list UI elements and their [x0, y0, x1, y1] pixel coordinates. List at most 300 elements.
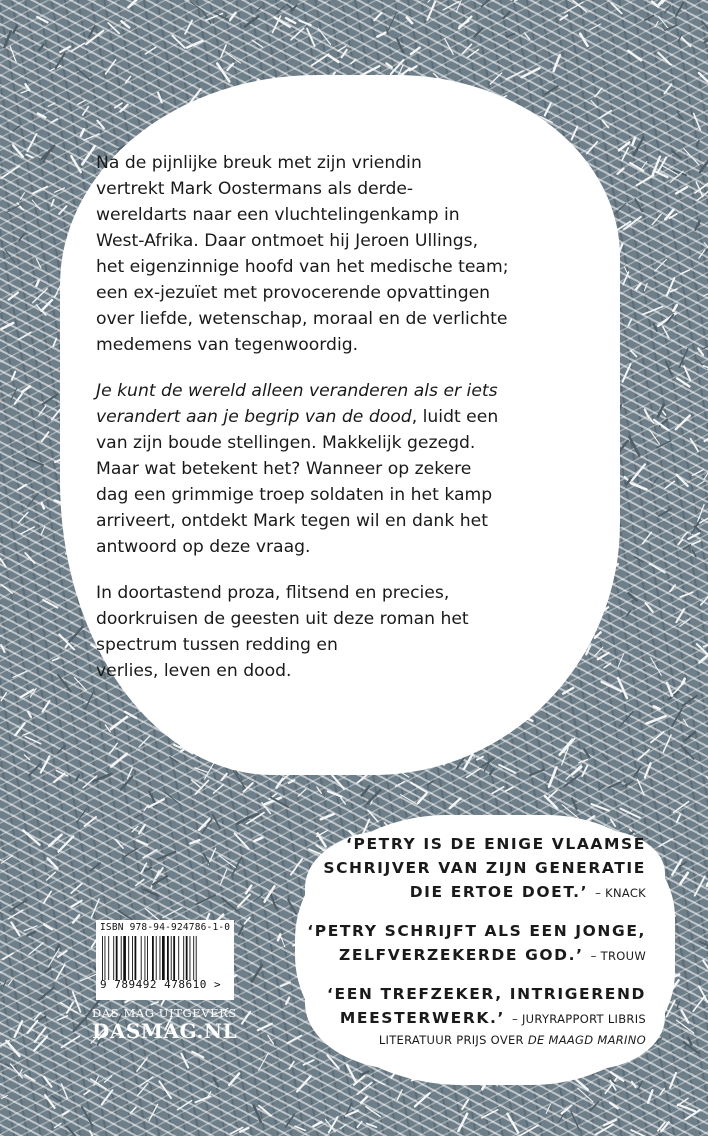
- texture-stroke: [652, 214, 661, 225]
- texture-stroke: [676, 187, 687, 193]
- texture-stroke: [549, 767, 556, 786]
- texture-stroke: [397, 1090, 402, 1100]
- texture-stroke: [678, 1105, 695, 1112]
- texture-stroke: [700, 516, 708, 523]
- texture-stroke: [28, 712, 31, 717]
- texture-stroke: [53, 339, 56, 347]
- texture-stroke: [259, 1106, 271, 1116]
- texture-stroke: [545, 103, 551, 115]
- barcode: [96, 920, 234, 1000]
- texture-stroke: [676, 609, 684, 622]
- barcode-bar: [162, 936, 165, 980]
- texture-stroke: [638, 1081, 643, 1089]
- texture-stroke: [128, 0, 142, 7]
- texture-stroke: [374, 13, 381, 20]
- texture-stroke: [21, 527, 34, 534]
- texture-stroke: [482, 0, 495, 7]
- texture-stroke: [220, 869, 227, 884]
- texture-stroke: [604, 1120, 616, 1126]
- review-quote-knack: [306, 832, 646, 905]
- texture-stroke: [289, 1062, 294, 1069]
- texture-stroke: [52, 410, 60, 420]
- texture-stroke: [682, 1010, 689, 1022]
- texture-stroke: [121, 21, 129, 27]
- texture-stroke: [357, 1083, 371, 1095]
- blurb-paragraph-3: [96, 580, 556, 684]
- blurb-line: medemens van tegenwoordig.: [96, 335, 359, 355]
- publisher-logo: [92, 1006, 237, 1042]
- texture-stroke: [645, 16, 653, 20]
- texture-stroke: [15, 723, 24, 735]
- texture-stroke: [136, 880, 144, 886]
- quote-line-text: MEESTERWERK.’: [339, 1009, 505, 1027]
- texture-stroke: [192, 1052, 203, 1058]
- texture-stroke: [177, 1101, 191, 1110]
- texture-stroke: [213, 815, 220, 828]
- texture-stroke: [48, 103, 55, 106]
- texture-stroke: [638, 750, 649, 760]
- texture-stroke: [102, 1090, 113, 1104]
- texture-stroke: [407, 17, 412, 23]
- texture-stroke: [32, 200, 40, 210]
- texture-stroke: [672, 860, 681, 875]
- texture-stroke: [699, 250, 705, 258]
- texture-stroke: [10, 1064, 22, 1078]
- texture-stroke: [121, 777, 133, 790]
- texture-stroke: [684, 149, 699, 165]
- texture-stroke: [697, 481, 705, 486]
- texture-stroke: [276, 6, 285, 14]
- texture-stroke: [5, 31, 11, 47]
- texture-stroke: [39, 988, 54, 1000]
- texture-stroke: [1, 166, 19, 178]
- texture-stroke: [39, 45, 44, 51]
- texture-stroke: [386, 63, 391, 67]
- texture-stroke: [490, 73, 502, 84]
- texture-stroke: [54, 188, 64, 192]
- texture-stroke: [36, 280, 39, 286]
- texture-stroke: [77, 809, 87, 823]
- texture-stroke: [595, 647, 603, 655]
- texture-stroke: [135, 814, 143, 818]
- texture-stroke: [83, 107, 89, 116]
- texture-stroke: [680, 592, 693, 597]
- texture-stroke: [234, 771, 246, 788]
- quote-line-text: ZELFVERZEKERDE GOD.’: [339, 946, 584, 964]
- texture-stroke: [23, 830, 39, 844]
- texture-stroke: [680, 619, 690, 627]
- texture-stroke: [42, 432, 49, 441]
- texture-stroke: [42, 146, 54, 159]
- texture-stroke: [633, 484, 647, 490]
- texture-stroke: [58, 836, 73, 851]
- texture-stroke: [18, 332, 31, 339]
- blurb-line: het eigenzinnige hoofd van het medische team;: [96, 257, 509, 277]
- texture-stroke: [57, 1016, 67, 1020]
- texture-stroke: [682, 533, 687, 538]
- texture-stroke: [13, 145, 23, 156]
- texture-stroke: [78, 70, 90, 81]
- texture-stroke: [25, 1075, 35, 1081]
- texture-stroke: [646, 603, 653, 612]
- quote-line: ‘PETRY IS DE ENIGE VLAAMSE: [346, 835, 646, 853]
- texture-stroke: [654, 706, 660, 709]
- texture-stroke: [35, 1013, 41, 1020]
- texture-stroke: [572, 799, 576, 810]
- texture-stroke: [11, 388, 17, 400]
- barcode-bar: [113, 936, 114, 980]
- texture-stroke: [222, 774, 227, 781]
- texture-stroke: [670, 585, 675, 591]
- texture-stroke: [59, 206, 66, 214]
- texture-stroke: [679, 349, 688, 367]
- texture-stroke: [9, 293, 18, 300]
- texture-stroke: [213, 1078, 218, 1087]
- texture-stroke: [592, 804, 609, 811]
- texture-stroke: [132, 826, 138, 832]
- texture-stroke: [467, 49, 478, 57]
- texture-stroke: [627, 611, 631, 616]
- texture-stroke: [374, 1080, 385, 1085]
- texture-stroke: [289, 780, 295, 783]
- texture-stroke: [48, 858, 58, 868]
- texture-stroke: [631, 1130, 648, 1136]
- texture-stroke: [75, 678, 87, 691]
- texture-stroke: [62, 1036, 80, 1047]
- texture-stroke: [37, 17, 47, 22]
- texture-stroke: [659, 509, 672, 516]
- texture-stroke: [137, 1058, 147, 1071]
- texture-stroke: [545, 796, 557, 808]
- texture-stroke: [67, 1127, 79, 1136]
- texture-stroke: [658, 53, 671, 65]
- blurb-line: [96, 378, 556, 404]
- texture-stroke: [97, 121, 104, 129]
- texture-stroke: [572, 767, 581, 774]
- texture-stroke: [595, 88, 602, 97]
- texture-stroke: [321, 814, 334, 819]
- texture-stroke: [42, 394, 57, 404]
- texture-stroke: [110, 743, 118, 753]
- texture-stroke: [298, 789, 306, 796]
- barcode-bar: [178, 936, 179, 980]
- quote-line: [306, 943, 646, 968]
- texture-stroke: [28, 493, 39, 506]
- texture-stroke: [490, 769, 494, 775]
- texture-stroke: [676, 416, 690, 430]
- texture-stroke: [7, 205, 20, 213]
- texture-stroke: [659, 17, 668, 28]
- texture-stroke: [677, 112, 683, 120]
- texture-stroke: [24, 755, 29, 760]
- texture-stroke: [47, 872, 56, 880]
- barcode-bar: [156, 936, 157, 980]
- texture-stroke: [608, 782, 621, 787]
- texture-stroke: [701, 591, 708, 605]
- texture-stroke: [12, 372, 15, 380]
- texture-stroke: [172, 36, 185, 48]
- texture-stroke: [397, 38, 403, 52]
- texture-stroke: [51, 200, 53, 206]
- texture-stroke: [246, 886, 251, 894]
- texture-stroke: [254, 1106, 261, 1122]
- texture-stroke: [670, 1073, 676, 1088]
- texture-stroke: [288, 900, 296, 914]
- texture-stroke: [286, 18, 295, 23]
- texture-stroke: [27, 458, 43, 465]
- texture-stroke: [387, 13, 396, 33]
- quote-line-text: DIE ERTOE DOET.’: [409, 883, 589, 901]
- texture-stroke: [677, 814, 681, 822]
- texture-stroke: [13, 671, 27, 677]
- quote-line: [306, 880, 646, 905]
- texture-stroke: [297, 1076, 311, 1091]
- texture-stroke: [663, 327, 669, 338]
- texture-stroke: [230, 13, 236, 20]
- texture-stroke: [681, 37, 690, 46]
- texture-stroke: [362, 786, 370, 795]
- texture-stroke: [313, 1122, 321, 1126]
- texture-stroke: [219, 855, 236, 867]
- texture-stroke: [378, 33, 386, 37]
- texture-stroke: [116, 840, 124, 849]
- texture-stroke: [699, 73, 708, 81]
- texture-stroke: [158, 852, 176, 860]
- texture-stroke: [271, 895, 276, 909]
- texture-stroke: [696, 141, 699, 147]
- texture-stroke: [361, 1071, 368, 1074]
- texture-stroke: [499, 765, 515, 773]
- texture-stroke: [663, 735, 671, 752]
- texture-stroke: [82, 1107, 93, 1126]
- texture-stroke: [691, 439, 699, 452]
- texture-stroke: [3, 953, 14, 959]
- texture-stroke: [151, 1002, 158, 1005]
- texture-stroke: [693, 470, 704, 476]
- texture-stroke: [525, 33, 530, 40]
- texture-stroke: [704, 466, 708, 480]
- texture-stroke: [10, 900, 27, 911]
- texture-stroke: [582, 766, 587, 777]
- texture-stroke: [659, 839, 672, 847]
- texture-stroke: [2, 585, 13, 594]
- blurb-line-tail: , luidt een: [411, 407, 499, 427]
- texture-stroke: [611, 819, 615, 826]
- texture-stroke: [195, 780, 208, 794]
- texture-stroke: [462, 1100, 468, 1109]
- barcode-bar: [152, 936, 154, 980]
- texture-stroke: [418, 794, 426, 803]
- texture-stroke: [207, 914, 210, 920]
- texture-stroke: [217, 64, 229, 82]
- texture-stroke: [618, 678, 627, 698]
- texture-stroke: [89, 26, 95, 37]
- quote-line: ‘EEN TREFZEKER, INTRIGEREND: [327, 985, 646, 1003]
- texture-stroke: [268, 1035, 274, 1044]
- texture-stroke: [203, 11, 211, 24]
- texture-stroke: [695, 526, 701, 531]
- blurb-italic-quote: verandert aan je begrip van de dood: [96, 407, 412, 427]
- quote-line: SCHRIJVER VAN ZIJN GENERATIE: [323, 859, 646, 877]
- blurb-paragraph-2: [96, 378, 556, 560]
- texture-stroke: [630, 163, 643, 171]
- barcode-bar: [167, 936, 169, 980]
- texture-stroke: [71, 901, 82, 907]
- texture-stroke: [213, 784, 223, 793]
- texture-stroke: [702, 21, 708, 36]
- texture-stroke: [44, 1077, 52, 1087]
- texture-stroke: [8, 980, 12, 985]
- texture-stroke: [620, 809, 640, 818]
- texture-stroke: [81, 129, 84, 136]
- texture-stroke: [677, 378, 689, 386]
- texture-stroke: [546, 1104, 550, 1113]
- texture-stroke: [629, 593, 637, 600]
- texture-stroke: [52, 1096, 61, 1102]
- texture-stroke: [684, 545, 691, 549]
- texture-stroke: [695, 877, 705, 896]
- texture-stroke: [242, 1012, 250, 1024]
- texture-stroke: [221, 45, 226, 58]
- texture-stroke: [27, 134, 36, 151]
- quote-source-line: [306, 1031, 646, 1049]
- blurb-line: dag een grimmige troep soldaten in het kamp: [96, 485, 493, 505]
- texture-stroke: [78, 100, 85, 104]
- texture-stroke: [286, 998, 289, 1004]
- texture-stroke: [628, 320, 631, 326]
- texture-stroke: [635, 557, 644, 562]
- barcode-bar: [108, 936, 109, 980]
- quote-line: [306, 1006, 646, 1031]
- blurb-italic-quote: Je kunt de wereld alleen veranderen als er iets: [96, 381, 498, 401]
- texture-stroke: [650, 430, 660, 444]
- texture-stroke: [105, 725, 110, 732]
- texture-stroke: [332, 775, 344, 789]
- texture-stroke: [673, 802, 688, 813]
- texture-stroke: [652, 2, 658, 7]
- texture-stroke: [106, 60, 116, 74]
- texture-stroke: [287, 5, 293, 10]
- texture-stroke: [604, 663, 611, 668]
- texture-stroke: [618, 654, 624, 668]
- texture-stroke: [24, 926, 37, 931]
- blurb-line: antwoord op deze vraag.: [96, 537, 311, 557]
- texture-stroke: [351, 59, 356, 63]
- texture-stroke: [641, 162, 647, 170]
- texture-stroke: [623, 364, 631, 382]
- texture-stroke: [637, 779, 644, 795]
- texture-stroke: [190, 2, 201, 10]
- barcode-bar: [116, 936, 118, 980]
- texture-stroke: [699, 986, 708, 1002]
- blurb-text: [96, 150, 556, 704]
- texture-stroke: [49, 835, 61, 846]
- texture-stroke: [139, 825, 145, 834]
- texture-stroke: [367, 1124, 377, 1128]
- texture-stroke: [506, 787, 513, 791]
- texture-stroke: [73, 915, 79, 923]
- texture-stroke: [506, 71, 523, 80]
- texture-stroke: [2, 1096, 8, 1099]
- texture-stroke: [328, 791, 342, 796]
- texture-stroke: [115, 103, 122, 108]
- texture-stroke: [329, 56, 338, 62]
- texture-stroke: [578, 1088, 593, 1102]
- texture-stroke: [82, 146, 95, 164]
- texture-stroke: [145, 909, 159, 921]
- texture-stroke: [0, 559, 6, 567]
- texture-stroke: [288, 1036, 302, 1044]
- texture-stroke: [253, 895, 262, 901]
- texture-stroke: [660, 1089, 664, 1095]
- barcode-bar: [128, 936, 129, 980]
- barcode-bar: [123, 936, 126, 980]
- texture-stroke: [450, 798, 461, 808]
- texture-stroke: [91, 1079, 107, 1089]
- texture-stroke: [571, 1112, 579, 1131]
- texture-stroke: [693, 551, 696, 557]
- texture-stroke: [185, 20, 192, 33]
- texture-stroke: [38, 114, 46, 118]
- texture-stroke: [617, 169, 623, 174]
- texture-stroke: [507, 1114, 518, 1133]
- texture-stroke: [703, 640, 708, 646]
- texture-stroke: [632, 138, 635, 145]
- texture-stroke: [33, 289, 48, 303]
- texture-stroke: [84, 1091, 89, 1095]
- texture-stroke: [13, 126, 19, 131]
- texture-stroke: [25, 737, 40, 744]
- texture-stroke: [2, 323, 14, 329]
- texture-stroke: [25, 553, 34, 563]
- texture-stroke: [651, 732, 664, 743]
- barcode-bar: [141, 936, 142, 980]
- texture-stroke: [587, 142, 598, 154]
- texture-stroke: [474, 28, 482, 36]
- texture-stroke: [312, 54, 329, 65]
- texture-stroke: [676, 3, 683, 16]
- blurb-line: wereldarts naar een vluchtelingenkamp in: [96, 205, 460, 225]
- texture-stroke: [584, 749, 589, 757]
- texture-stroke: [702, 344, 708, 350]
- texture-stroke: [637, 175, 654, 185]
- texture-stroke: [676, 1020, 693, 1033]
- texture-stroke: [646, 716, 665, 724]
- texture-stroke: [32, 187, 47, 194]
- texture-stroke: [252, 40, 263, 47]
- texture-stroke: [10, 46, 16, 62]
- texture-stroke: [76, 775, 79, 780]
- texture-stroke: [209, 848, 216, 864]
- texture-stroke: [643, 532, 652, 543]
- texture-stroke: [299, 21, 311, 26]
- texture-stroke: [665, 6, 671, 13]
- texture-stroke: [85, 693, 93, 709]
- blurb-line: vertrekt Mark Oostermans als derde-: [96, 179, 414, 199]
- texture-stroke: [427, 2, 435, 20]
- publisher-url: DASMAG.NL: [92, 1019, 238, 1043]
- blurb-line: arriveert, ontdekt Mark tegen wil en dank het: [96, 511, 488, 531]
- texture-stroke: [654, 171, 668, 178]
- texture-stroke: [163, 908, 182, 918]
- texture-stroke: [673, 151, 681, 158]
- texture-stroke: [195, 768, 208, 773]
- texture-stroke: [25, 84, 29, 90]
- texture-stroke: [589, 24, 600, 30]
- texture-stroke: [229, 1073, 239, 1085]
- texture-stroke: [41, 527, 45, 535]
- blurb-line: verlies, leven en dood.: [96, 661, 292, 681]
